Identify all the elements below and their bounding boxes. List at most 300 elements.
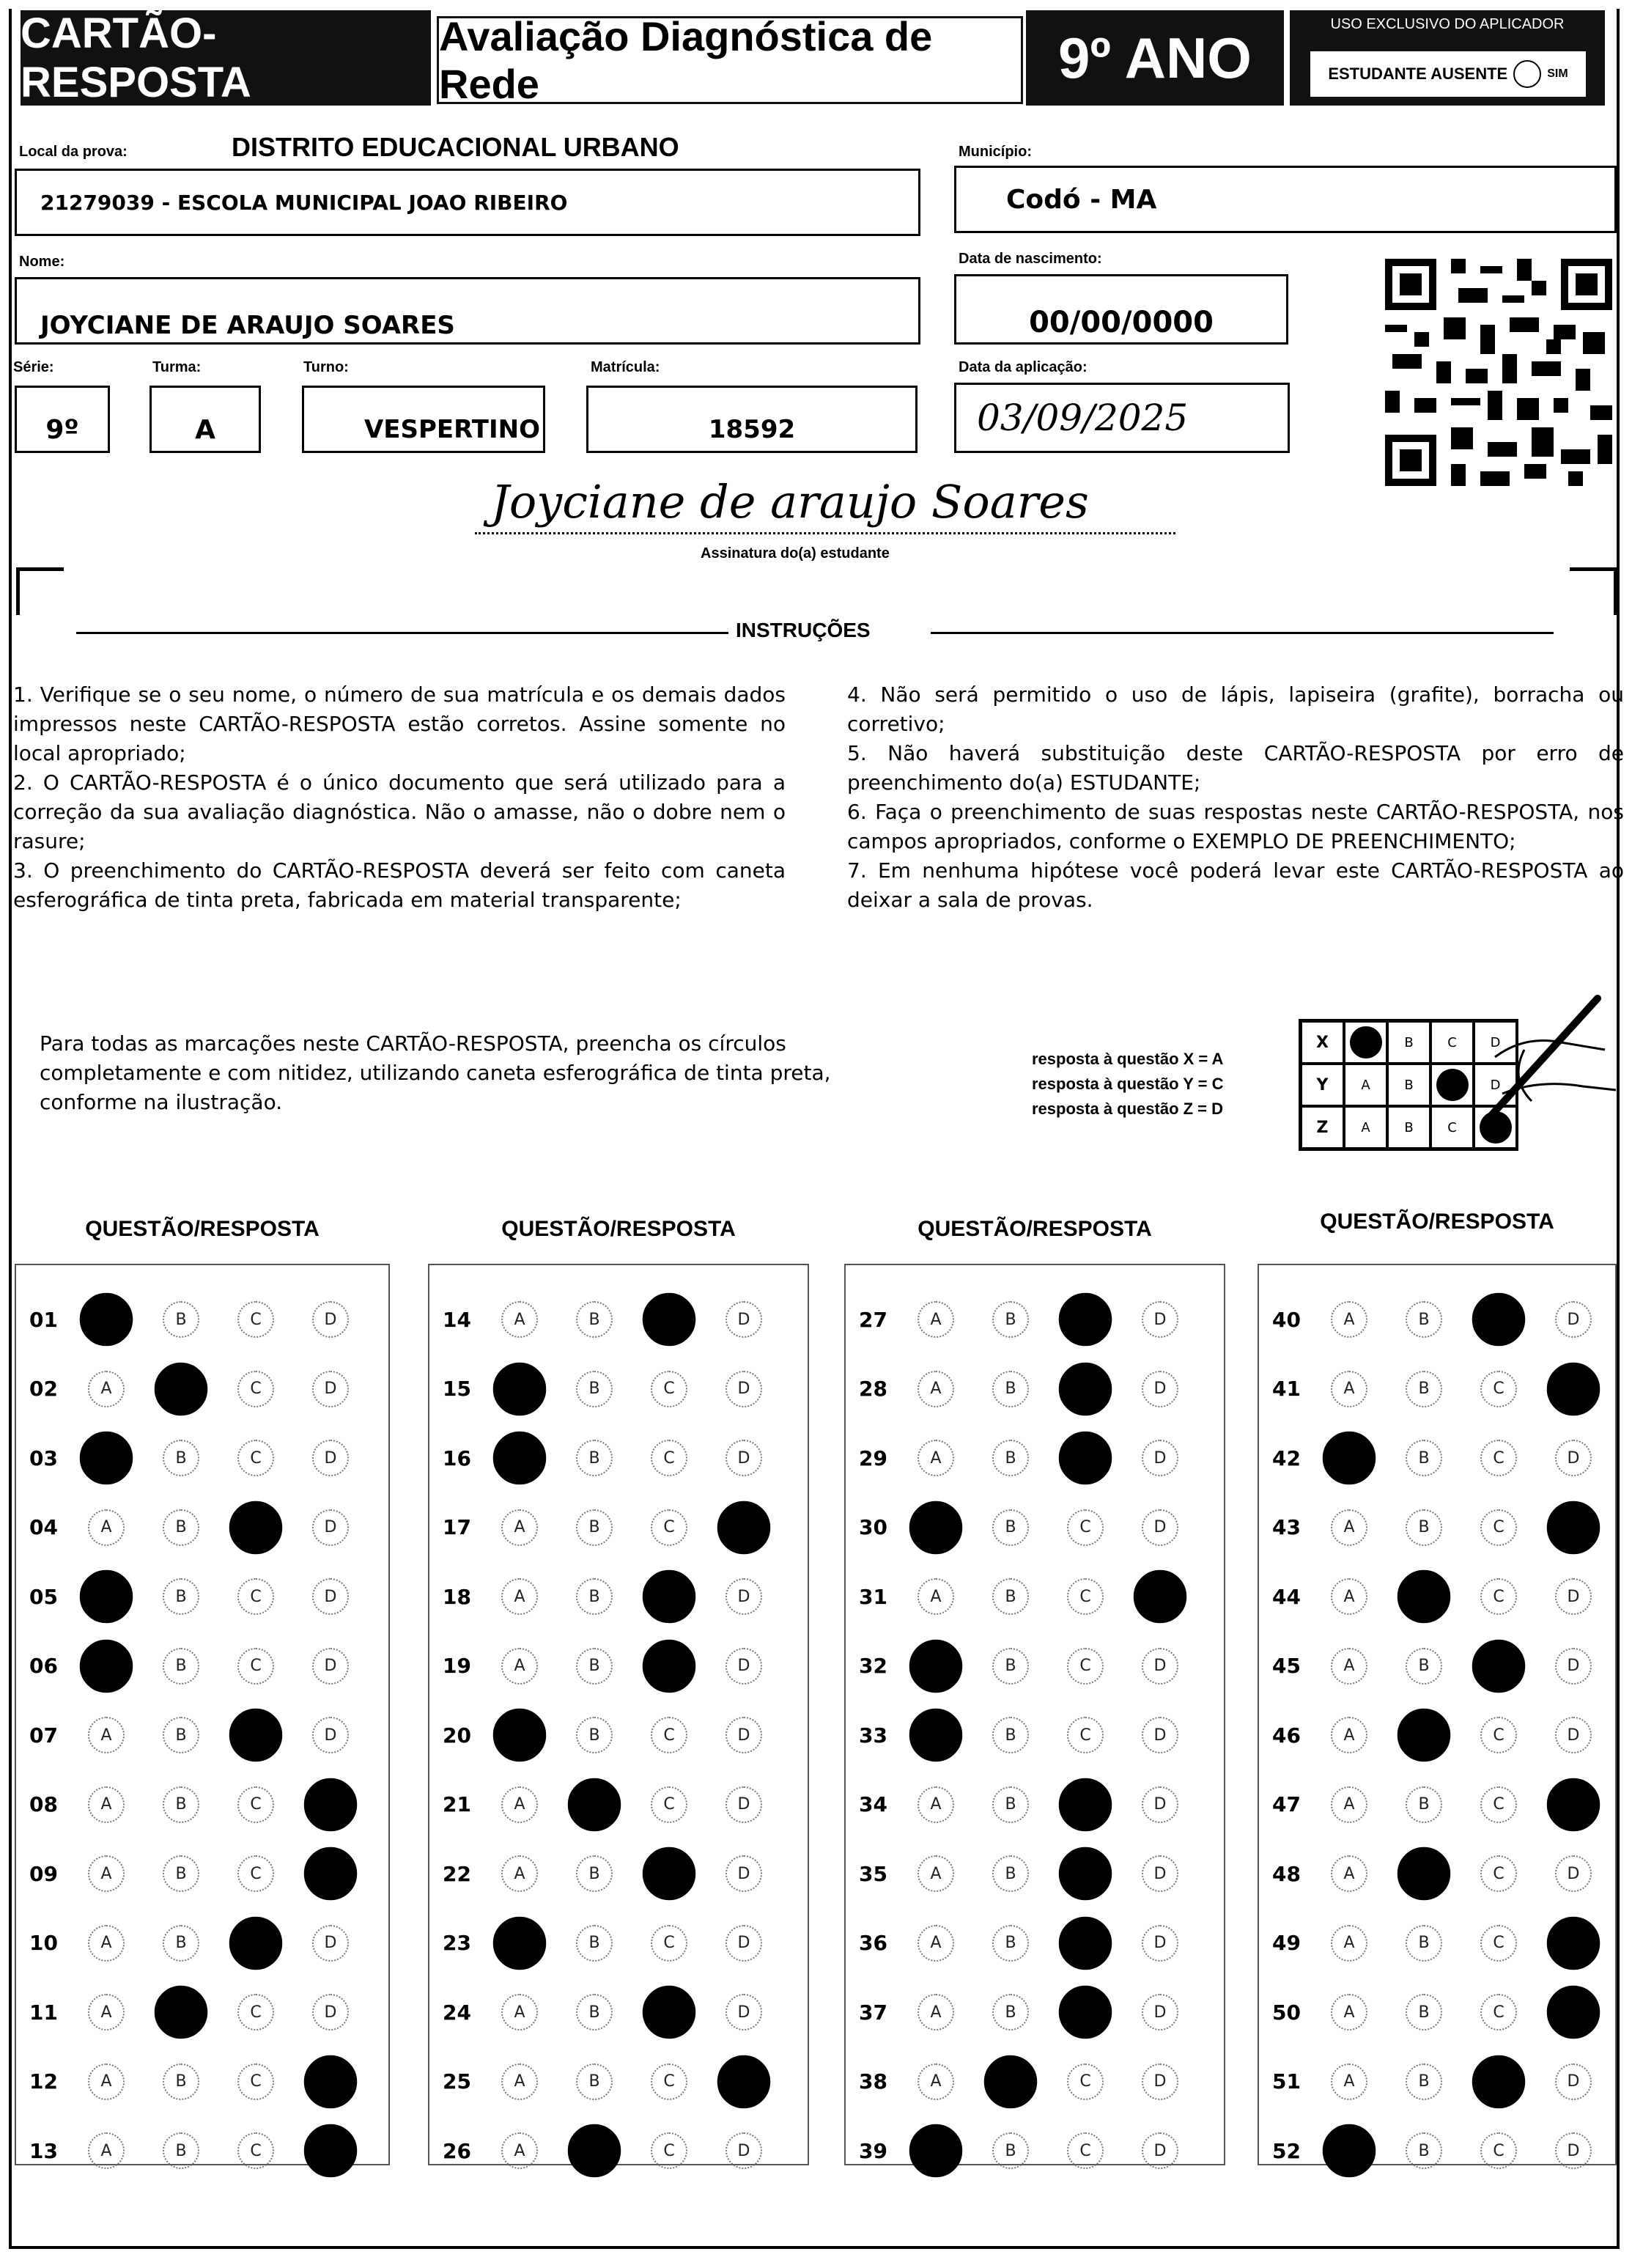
answer-bubble-b[interactable]: B [576, 1925, 613, 1962]
signature: Joyciane de araujo Soares [491, 475, 1089, 529]
answer-bubble-a[interactable]: A [1331, 1371, 1367, 1407]
answer-bubble-d[interactable]: D [725, 1717, 762, 1753]
answer-bubble-a[interactable]: A [501, 1578, 538, 1615]
nascimento-value: 00/00/0000 [1029, 306, 1214, 339]
answer-bubble-c[interactable]: C [237, 1301, 274, 1338]
example-question-label: X [1301, 1021, 1344, 1064]
answer-bubble-c[interactable]: C [237, 2063, 274, 2100]
answer-bubble-d[interactable]: D [312, 1994, 349, 2030]
answer-bubble-b[interactable]: B [576, 1994, 613, 2030]
answer-bubble-d[interactable] [1547, 1778, 1600, 1831]
answer-bubble-d[interactable]: D [1142, 1509, 1178, 1546]
answer-bubble-a[interactable]: A [88, 1994, 125, 2030]
answer-bubble-d[interactable]: D [1555, 1855, 1592, 1892]
answer-bubble-a[interactable] [909, 1709, 963, 1762]
answer-bubble-c[interactable] [643, 1639, 696, 1693]
applicator-title: USO EXCLUSIVO DO APLICADOR [1330, 16, 1565, 32]
answer-bubble-d[interactable] [304, 1778, 358, 1831]
answer-bubble-b[interactable]: B [992, 1994, 1029, 2030]
local-value: DISTRITO EDUCACIONAL URBANO [232, 132, 679, 162]
question-row [29, 2060, 387, 2104]
question-number: 40 [1272, 1307, 1301, 1332]
turno-field [302, 386, 545, 453]
answer-bubble-c[interactable] [229, 1501, 283, 1554]
absent-label: ESTUDANTE AUSENTE [1328, 65, 1508, 83]
answer-bubble-d[interactable] [1547, 1362, 1600, 1415]
answer-bubble-c[interactable] [1059, 1847, 1112, 1901]
question-number: 39 [859, 2138, 887, 2163]
answer-bubble-b[interactable]: B [1406, 1301, 1442, 1338]
answer-bubble-d[interactable]: D [725, 1301, 762, 1338]
answer-bubble-d[interactable]: D [725, 1786, 762, 1823]
nascimento-label: Data de nascimento: [959, 251, 1102, 267]
question-row [29, 1575, 387, 1619]
answer-bubble-b[interactable] [1398, 1570, 1451, 1624]
answer-bubble-b[interactable]: B [992, 1925, 1029, 1962]
answer-bubble-c[interactable] [229, 1916, 283, 1970]
answer-bubble-b[interactable]: B [576, 1371, 613, 1407]
question-number: 29 [859, 1446, 887, 1470]
question-row [1272, 1921, 1630, 1965]
question-number: 08 [29, 1792, 58, 1816]
answer-bubble-d[interactable]: D [312, 1717, 349, 1753]
answer-bubble-c[interactable]: C [651, 1786, 687, 1823]
answer-bubble-c[interactable]: C [1480, 1440, 1517, 1476]
answer-bubble-c[interactable]: C [1480, 1717, 1517, 1753]
question-number: 13 [29, 2138, 58, 2163]
answer-bubble-d[interactable]: D [1142, 2063, 1178, 2100]
answer-bubble-c[interactable]: C [1067, 2132, 1104, 2169]
answer-bubble-a[interactable]: A [88, 2132, 125, 2169]
question-number: 02 [29, 1377, 58, 1401]
aplicacao-label: Data da aplicação: [959, 359, 1088, 375]
answer-bubble-c[interactable]: C [1067, 1578, 1104, 1615]
answer-bubble-c[interactable] [1059, 1432, 1112, 1485]
card-title: CARTÃO-RESPOSTA [21, 10, 431, 106]
question-row [859, 1436, 1216, 1480]
answer-bubble-a[interactable]: A [1331, 1301, 1367, 1338]
answer-bubble-d[interactable]: D [725, 1648, 762, 1685]
answer-bubble-a[interactable] [80, 1293, 133, 1347]
answer-bubble-d[interactable] [717, 1501, 771, 1554]
answer-bubble-d[interactable]: D [725, 1440, 762, 1476]
answer-bubble-b[interactable]: B [992, 1440, 1029, 1476]
local-label: Local da prova: [19, 144, 128, 160]
answer-bubble-d[interactable]: D [725, 1371, 762, 1407]
answer-bubble-d[interactable]: D [1555, 1648, 1592, 1685]
answer-bubble-d[interactable]: D [312, 1371, 349, 1407]
answer-bubble-a[interactable]: A [918, 1440, 954, 1476]
column-title: QUESTÃO/RESPOSTA [1320, 1210, 1554, 1234]
answer-bubble-d[interactable] [717, 2055, 771, 2108]
answer-bubble-d[interactable]: D [1555, 1440, 1592, 1476]
turma-label: Turma: [152, 359, 202, 375]
column-title: QUESTÃO/RESPOSTA [85, 1217, 320, 1241]
answer-bubble-c[interactable]: C [1480, 1371, 1517, 1407]
answer-bubble-a[interactable]: A [88, 1855, 125, 1892]
answer-bubble-d[interactable]: D [1142, 1648, 1178, 1685]
answer-bubble-a[interactable]: A [501, 1509, 538, 1546]
answer-bubble-a[interactable]: A [1331, 1578, 1367, 1615]
answer-bubble-c[interactable]: C [651, 1509, 687, 1546]
question-number: 42 [1272, 1446, 1301, 1470]
answer-bubble-c[interactable] [1472, 2055, 1526, 2108]
answer-bubble-c[interactable] [1472, 1639, 1526, 1693]
example-option-a: A [1344, 1064, 1387, 1106]
turno-label: Turno: [303, 359, 349, 375]
answer-bubble-a[interactable]: A [501, 2063, 538, 2100]
answer-bubble-b[interactable]: B [576, 1509, 613, 1546]
answer-bubble-c[interactable] [1059, 1293, 1112, 1347]
answer-bubble-a[interactable]: A [501, 1301, 538, 1338]
answer-bubble-a[interactable]: A [88, 2063, 125, 2100]
answer-bubble-d[interactable] [1547, 1501, 1600, 1554]
question-number: 48 [1272, 1861, 1301, 1886]
answer-bubble-b[interactable]: B [1406, 1925, 1442, 1962]
answer-bubble-d[interactable] [304, 1847, 358, 1901]
answer-bubble-d[interactable] [1547, 1916, 1600, 1970]
answer-bubble-c[interactable]: C [237, 1855, 274, 1892]
answer-bubble-c[interactable] [643, 1570, 696, 1624]
answer-bubble-c[interactable]: C [651, 1925, 687, 1962]
question-number: 09 [29, 1861, 58, 1886]
answer-bubble-b[interactable]: B [576, 1440, 613, 1476]
municipio-label: Município: [959, 144, 1032, 160]
answer-bubble-b[interactable]: B [163, 2063, 199, 2100]
signature-label: Assinatura do(a) estudante [701, 545, 890, 562]
answer-bubble-c[interactable]: C [1067, 2063, 1104, 2100]
answer-bubble-d[interactable]: D [312, 1578, 349, 1615]
question-row [29, 1436, 387, 1480]
answer-bubble-a[interactable]: A [88, 1925, 125, 1962]
answer-bubble-b[interactable]: B [992, 1509, 1029, 1546]
answer-bubble-d[interactable]: D [725, 2132, 762, 2169]
answer-bubble-a[interactable] [80, 1432, 133, 1485]
answer-bubble-a[interactable]: A [918, 1855, 954, 1892]
answer-bubble-d[interactable]: D [1142, 1925, 1178, 1962]
question-number: 26 [443, 2138, 471, 2163]
example-option-d: D [1474, 1021, 1517, 1064]
answer-bubble-d[interactable] [1134, 1570, 1187, 1624]
answer-bubble-c[interactable] [643, 1986, 696, 2039]
question-number: 23 [443, 1931, 471, 1955]
answer-bubble-c[interactable]: C [237, 1648, 274, 1685]
example-question-label: Y [1301, 1064, 1344, 1106]
answer-bubble-a[interactable]: A [1331, 1717, 1367, 1753]
answer-bubble-c[interactable]: C [1480, 1855, 1517, 1892]
example-filled-bubble [1436, 1069, 1469, 1101]
answer-bubble-b[interactable]: B [1406, 1648, 1442, 1685]
answer-bubble-c[interactable]: C [237, 1994, 274, 2030]
answer-bubble-b[interactable] [155, 1986, 208, 2039]
answer-bubble-a[interactable]: A [918, 1925, 954, 1962]
answer-bubble-c[interactable] [1059, 1362, 1112, 1415]
answer-bubble-a[interactable] [493, 1709, 547, 1762]
answer-bubble-d[interactable] [1547, 1986, 1600, 2039]
answer-bubble-c[interactable]: C [1067, 1509, 1104, 1546]
question-number: 11 [29, 2000, 58, 2025]
question-row [1272, 2060, 1630, 2104]
answer-bubble-b[interactable]: B [163, 1717, 199, 1753]
answer-bubble-d[interactable]: D [312, 1648, 349, 1685]
answer-bubble-d[interactable]: D [1555, 2132, 1592, 2169]
answer-bubble-d[interactable]: D [1555, 1578, 1592, 1615]
municipio-field [954, 166, 1617, 233]
answer-bubble-d[interactable] [304, 2124, 358, 2178]
answer-bubble-c[interactable]: C [1480, 1994, 1517, 2030]
answer-bubble-d[interactable]: D [725, 1994, 762, 2030]
answer-bubble-c[interactable] [229, 1709, 283, 1762]
answer-bubble-c[interactable]: C [237, 2132, 274, 2169]
question-row [1272, 1713, 1630, 1757]
answer-bubble-b[interactable]: B [576, 1648, 613, 1685]
answer-bubble-a[interactable]: A [88, 1371, 125, 1407]
answer-bubble-d[interactable]: D [312, 1925, 349, 1962]
answer-bubble-a[interactable]: A [1331, 1509, 1367, 1546]
question-row [859, 1921, 1216, 1965]
answer-bubble-c[interactable]: C [651, 1717, 687, 1753]
answer-bubble-d[interactable]: D [312, 1301, 349, 1338]
answer-bubble-a[interactable]: A [918, 1578, 954, 1615]
question-row [1272, 2129, 1630, 2173]
answer-bubble-d[interactable]: D [1142, 1301, 1178, 1338]
answer-bubble-c[interactable]: C [237, 1440, 274, 1476]
answer-bubble-b[interactable]: B [992, 1648, 1029, 1685]
answer-bubble-b[interactable]: B [1406, 1509, 1442, 1546]
answer-bubble-a[interactable] [80, 1570, 133, 1624]
answer-bubble-b[interactable]: B [992, 1371, 1029, 1407]
answer-bubble-b[interactable] [568, 1778, 621, 1831]
question-number: 37 [859, 2000, 887, 2025]
answer-bubble-b[interactable]: B [1406, 1994, 1442, 2030]
answer-bubble-b[interactable]: B [992, 1786, 1029, 1823]
question-number: 12 [29, 2069, 58, 2094]
title-rule-left [76, 632, 728, 634]
question-number: 21 [443, 1792, 471, 1816]
answer-bubble-c[interactable]: C [237, 1371, 274, 1407]
instruction-item: 7. Em nenhuma hipótese você poderá levar este CARTÃO-RESPOSTA ao deixar a sala de provas. [847, 858, 1624, 912]
answer-bubble-a[interactable]: A [1331, 2063, 1367, 2100]
question-number: 32 [859, 1654, 887, 1678]
answer-bubble-d[interactable]: D [1142, 1717, 1178, 1753]
answer-bubble-d[interactable]: D [1555, 1301, 1592, 1338]
answer-bubble-a[interactable] [909, 2124, 963, 2178]
question-number: 28 [859, 1377, 887, 1401]
question-row [859, 2129, 1216, 2173]
answer-bubble-d[interactable]: D [1142, 1855, 1178, 1892]
answer-bubble-c[interactable]: C [651, 2132, 687, 2169]
answer-bubble-d[interactable]: D [1555, 2063, 1592, 2100]
answer-bubble-a[interactable]: A [501, 1994, 538, 2030]
question-number: 43 [1272, 1515, 1301, 1539]
answer-bubble-a[interactable]: A [1331, 1925, 1367, 1962]
answer-bubble-a[interactable] [80, 1639, 133, 1693]
answer-bubble-d[interactable]: D [1142, 1994, 1178, 2030]
answer-bubble-a[interactable]: A [1331, 1648, 1367, 1685]
answer-bubble-c[interactable]: C [1480, 1925, 1517, 1962]
answer-bubble-b[interactable]: B [163, 1301, 199, 1338]
answer-bubble-b[interactable]: B [576, 1855, 613, 1892]
answer-bubble-b[interactable]: B [992, 2132, 1029, 2169]
answer-bubble-b[interactable]: B [163, 1509, 199, 1546]
answer-bubble-a[interactable]: A [88, 1509, 125, 1546]
answer-bubble-b[interactable] [568, 2124, 621, 2178]
question-number: 22 [443, 1861, 471, 1886]
answer-bubble-b[interactable] [1398, 1847, 1451, 1901]
answer-bubble-c[interactable] [1059, 1986, 1112, 2039]
example-option-a [1344, 1021, 1387, 1064]
answer-bubble-b[interactable]: B [992, 1578, 1029, 1615]
answer-bubble-c[interactable] [1472, 1293, 1526, 1347]
answer-bubble-c[interactable]: C [651, 1440, 687, 1476]
answer-bubble-a[interactable]: A [88, 1786, 125, 1823]
column-title: QUESTÃO/RESPOSTA [918, 1217, 1152, 1241]
answer-bubble-d[interactable]: D [725, 1578, 762, 1615]
answer-bubble-a[interactable] [909, 1501, 963, 1554]
answer-bubble-a[interactable] [493, 1432, 547, 1485]
answer-bubble-a[interactable]: A [918, 1994, 954, 2030]
question-number: 34 [859, 1792, 887, 1816]
answer-bubble-a[interactable]: A [918, 2063, 954, 2100]
answer-bubble-c[interactable] [643, 1847, 696, 1901]
answer-bubble-b[interactable]: B [163, 1578, 199, 1615]
answer-bubble-b[interactable]: B [576, 1578, 613, 1615]
answer-bubble-b[interactable] [984, 2055, 1038, 2108]
answer-bubble-b[interactable]: B [163, 1440, 199, 1476]
question-number: 38 [859, 2069, 887, 2094]
question-row [859, 1506, 1216, 1550]
qr-code [1385, 257, 1612, 488]
answer-bubble-b[interactable] [155, 1362, 208, 1415]
answer-bubble-c[interactable]: C [1480, 1578, 1517, 1615]
question-number: 52 [1272, 2138, 1301, 2163]
answer-bubble-b[interactable]: B [163, 1855, 199, 1892]
answer-bubble-d[interactable]: D [1142, 2132, 1178, 2169]
answer-bubble-b[interactable]: B [163, 1648, 199, 1685]
question-row [29, 1852, 387, 1896]
answer-bubble-d[interactable]: D [1555, 1717, 1592, 1753]
answer-bubble-a[interactable] [1323, 1432, 1376, 1485]
exam-title: Avaliação Diagnóstica de Rede [437, 16, 1023, 104]
municipio-value: Codó - MA [1006, 184, 1157, 215]
question-row [1272, 1575, 1630, 1619]
answer-bubble-a[interactable]: A [501, 2132, 538, 2169]
example-option-d: D [1474, 1064, 1517, 1106]
absent-bubble[interactable] [1513, 60, 1541, 88]
answer-bubble-a[interactable]: A [501, 1786, 538, 1823]
example-option-a: A [1344, 1106, 1387, 1149]
answer-bubble-a[interactable]: A [1331, 1786, 1367, 1823]
answer-bubble-d[interactable]: D [725, 1855, 762, 1892]
answer-bubble-b[interactable]: B [992, 1717, 1029, 1753]
answer-bubble-a[interactable]: A [918, 1786, 954, 1823]
question-row [443, 2129, 800, 2173]
answer-bubble-c[interactable] [1059, 1916, 1112, 1970]
answer-bubble-c[interactable]: C [237, 1786, 274, 1823]
example-option-b: B [1387, 1064, 1430, 1106]
answer-bubble-d[interactable]: D [312, 1440, 349, 1476]
answer-bubble-b[interactable]: B [163, 1786, 199, 1823]
answer-bubble-c[interactable]: C [1480, 1509, 1517, 1546]
answer-bubble-d[interactable]: D [1142, 1786, 1178, 1823]
answer-bubble-b[interactable]: B [1406, 2063, 1442, 2100]
answer-bubble-b[interactable]: B [1406, 1371, 1442, 1407]
answer-bubble-a[interactable] [493, 1916, 547, 1970]
answer-bubble-a[interactable]: A [1331, 1855, 1367, 1892]
answer-bubble-a[interactable]: A [501, 1648, 538, 1685]
answer-bubble-c[interactable]: C [1480, 1786, 1517, 1823]
answer-bubble-d[interactable]: D [1142, 1440, 1178, 1476]
question-number: 15 [443, 1377, 471, 1401]
column-title: QUESTÃO/RESPOSTA [501, 1217, 736, 1241]
answer-bubble-b[interactable]: B [576, 2063, 613, 2100]
answer-bubble-a[interactable]: A [88, 1717, 125, 1753]
turma-field [149, 386, 261, 453]
question-number: 36 [859, 1931, 887, 1955]
answer-bubble-a[interactable] [493, 1362, 547, 1415]
answer-bubble-a[interactable]: A [1331, 1994, 1367, 2030]
answer-bubble-c[interactable] [1059, 1778, 1112, 1831]
applicator-box [1290, 10, 1605, 106]
answer-bubble-a[interactable] [909, 1639, 963, 1693]
question-row [1272, 1506, 1630, 1550]
answer-bubble-b[interactable]: B [163, 1925, 199, 1962]
question-number: 51 [1272, 2069, 1301, 2094]
answer-bubble-c[interactable] [643, 1293, 696, 1347]
answer-bubble-b[interactable]: B [1406, 1440, 1442, 1476]
answer-bubble-b[interactable]: B [163, 2132, 199, 2169]
answer-bubble-a[interactable]: A [918, 1301, 954, 1338]
answer-bubble-c[interactable]: C [237, 1578, 274, 1615]
answer-bubble-b[interactable]: B [992, 1855, 1029, 1892]
matricula-field [586, 386, 918, 453]
question-row [443, 1297, 800, 1341]
answer-bubble-c[interactable]: C [1067, 1717, 1104, 1753]
answer-bubble-c[interactable]: C [1067, 1648, 1104, 1685]
example-filled-bubble [1350, 1026, 1382, 1058]
answer-bubble-b[interactable]: B [1406, 2132, 1442, 2169]
question-row [859, 1575, 1216, 1619]
bracket-right [1570, 567, 1617, 615]
question-row [29, 1367, 387, 1411]
answer-bubble-c[interactable]: C [651, 1371, 687, 1407]
answer-bubble-d[interactable] [304, 2055, 358, 2108]
answer-bubble-a[interactable]: A [501, 1855, 538, 1892]
answer-bubble-a[interactable] [1323, 2124, 1376, 2178]
question-row [1272, 1436, 1630, 1480]
answer-bubble-c[interactable]: C [1480, 2132, 1517, 2169]
question-number: 06 [29, 1654, 58, 1678]
pen-hand-icon [1480, 991, 1627, 1138]
answer-bubble-d[interactable]: D [725, 1925, 762, 1962]
example-option-b: B [1387, 1021, 1430, 1064]
example-legend [1032, 1047, 1223, 1122]
answer-bubble-c[interactable]: C [651, 2063, 687, 2100]
answer-bubble-b[interactable]: B [576, 1717, 613, 1753]
grade-title: 9º ANO [1026, 10, 1284, 106]
answer-bubble-b[interactable] [1398, 1709, 1451, 1762]
answer-bubble-d[interactable]: D [312, 1509, 349, 1546]
answer-bubble-b[interactable]: B [576, 1301, 613, 1338]
answer-bubble-b[interactable]: B [1406, 1786, 1442, 1823]
question-number: 14 [443, 1307, 471, 1332]
answer-bubble-a[interactable]: A [918, 1371, 954, 1407]
answer-bubble-b[interactable]: B [992, 1301, 1029, 1338]
instruction-item: 5. Não haverá substituição deste CARTÃO-RESPOSTA por erro de preenchimento do(a) ESTUDANTE; [847, 741, 1624, 795]
aplicacao-field [954, 383, 1290, 453]
question-row [29, 1783, 387, 1827]
answer-bubble-d[interactable]: D [1142, 1371, 1178, 1407]
